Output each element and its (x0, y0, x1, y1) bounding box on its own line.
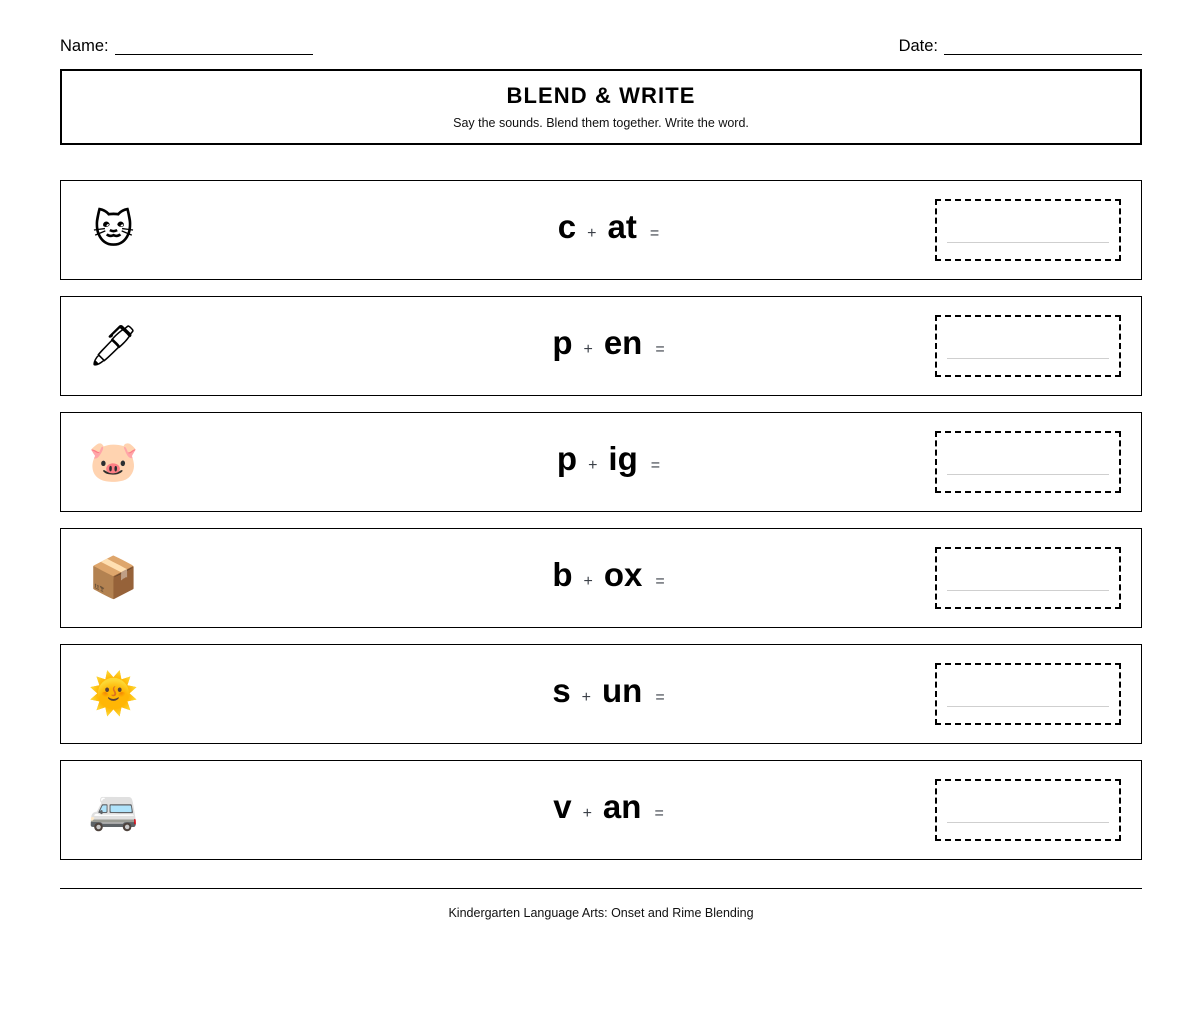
answer-write-line (947, 242, 1109, 243)
plus-symbol: + (581, 688, 592, 706)
equals-symbol: = (655, 688, 665, 706)
footer-text: Kindergarten Language Arts: Onset and Rime Blending (448, 906, 754, 920)
date-field[interactable] (899, 37, 1142, 55)
plus-symbol: + (588, 456, 598, 474)
rime-letters: at (607, 207, 637, 245)
rime-letters: an (602, 787, 642, 825)
name-field[interactable] (60, 37, 313, 55)
sun-emoji: 🌞 (88, 671, 139, 717)
onset-letter: b (552, 555, 573, 593)
worksheet-instructions: Say the sounds. Blend them together. Write the word. (453, 116, 749, 130)
date-label: Date: (898, 37, 938, 55)
problem-row (60, 296, 1142, 396)
onset-letter: p (556, 439, 578, 477)
answer-box[interactable] (935, 547, 1121, 609)
pen-emoji: 🖊 (88, 323, 139, 369)
answer-box[interactable] (935, 663, 1121, 725)
equals-symbol: = (655, 572, 665, 590)
name-label: Name: (60, 37, 109, 55)
equals-symbol: = (649, 224, 660, 242)
equals-symbol: = (650, 456, 661, 474)
answer-write-line (947, 474, 1109, 475)
answer-write-line (947, 822, 1109, 823)
cat-face-emoji: 🐱 (92, 207, 135, 253)
package-box-emoji: 📦 (88, 555, 139, 601)
plus-symbol: + (587, 224, 597, 242)
answer-box[interactable] (935, 431, 1121, 493)
problem-row (60, 180, 1142, 280)
rime-letters: un (602, 671, 643, 709)
title-banner (60, 69, 1142, 145)
problem-row (60, 644, 1142, 744)
problem-list (60, 180, 1142, 860)
problem-row (60, 760, 1142, 860)
plus-symbol: + (583, 572, 593, 590)
minibus-van-emoji: 🚐 (88, 787, 139, 833)
problem-row (60, 528, 1142, 628)
footer (60, 888, 1142, 921)
rime-letters: ox (603, 555, 643, 593)
rime-letters: en (603, 323, 643, 361)
answer-write-line (947, 590, 1109, 591)
answer-box[interactable] (935, 779, 1121, 841)
date-write-line[interactable] (944, 40, 1142, 55)
answer-box[interactable] (935, 315, 1121, 377)
rime-letters: ig (608, 439, 638, 477)
pig-face-emoji: 🐷 (88, 439, 139, 485)
name-date-row (60, 0, 1142, 55)
onset-letter: p (552, 323, 573, 361)
onset-letter: c (557, 207, 577, 245)
name-write-line[interactable] (115, 40, 313, 55)
onset-letter: s (552, 671, 571, 709)
answer-box[interactable] (935, 199, 1121, 261)
answer-write-line (947, 706, 1109, 707)
plus-symbol: + (583, 340, 593, 358)
answer-write-line (947, 358, 1109, 359)
equals-symbol: = (655, 340, 665, 358)
worksheet-title: BLEND & WRITE (506, 83, 696, 108)
onset-letter: v (553, 787, 572, 825)
equals-symbol: = (654, 804, 664, 822)
problem-row (60, 412, 1142, 512)
plus-symbol: + (582, 804, 592, 822)
